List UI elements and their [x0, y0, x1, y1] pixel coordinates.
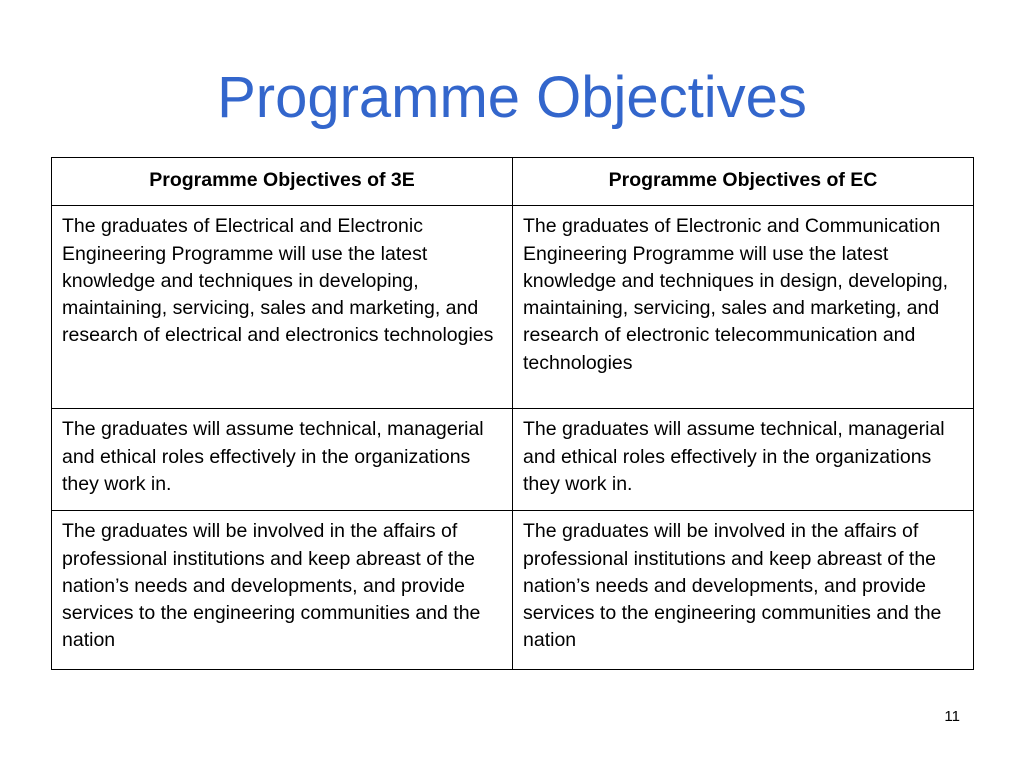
- objectives-table: [51, 157, 974, 670]
- table-cell-3e: The graduates will be involved in the affairs of professional institutions and keep abreast of the nation’s needs and developments, and provide services to the engineering communities and the nation: [52, 511, 513, 670]
- table-cell-ec: The graduates of Electronic and Communication Engineering Programme will use the latest knowledge and techniques in design, developing, maintaining, servicing, sales and marketing, and research of electronic telecommunication and technologies: [513, 206, 974, 409]
- table-row: [52, 511, 974, 670]
- table-cell-3e: The graduates of Electrical and Electronic Engineering Programme will use the latest knowledge and techniques in developing, maintaining, servicing, sales and marketing, and research of electrical and electronics technologies: [52, 206, 513, 409]
- slide-title: Programme Objectives: [217, 65, 807, 130]
- table-header-row: [52, 158, 974, 206]
- table-row: [52, 409, 974, 511]
- table-row: [52, 206, 974, 409]
- header-cell-3e: Programme Objectives of 3E: [52, 158, 513, 206]
- table-cell-ec: The graduates will assume technical, managerial and ethical roles effectively in the organizations they work in.: [513, 409, 974, 511]
- table-cell-3e: The graduates will assume technical, managerial and ethical roles effectively in the organizations they work in.: [52, 409, 513, 511]
- header-cell-ec: Programme Objectives of EC: [513, 158, 974, 206]
- page-number: 11: [944, 708, 960, 725]
- table-cell-ec: The graduates will be involved in the affairs of professional institutions and keep abreast of the nation’s needs and developments, and provide services to the engineering communities and the nation: [513, 511, 974, 670]
